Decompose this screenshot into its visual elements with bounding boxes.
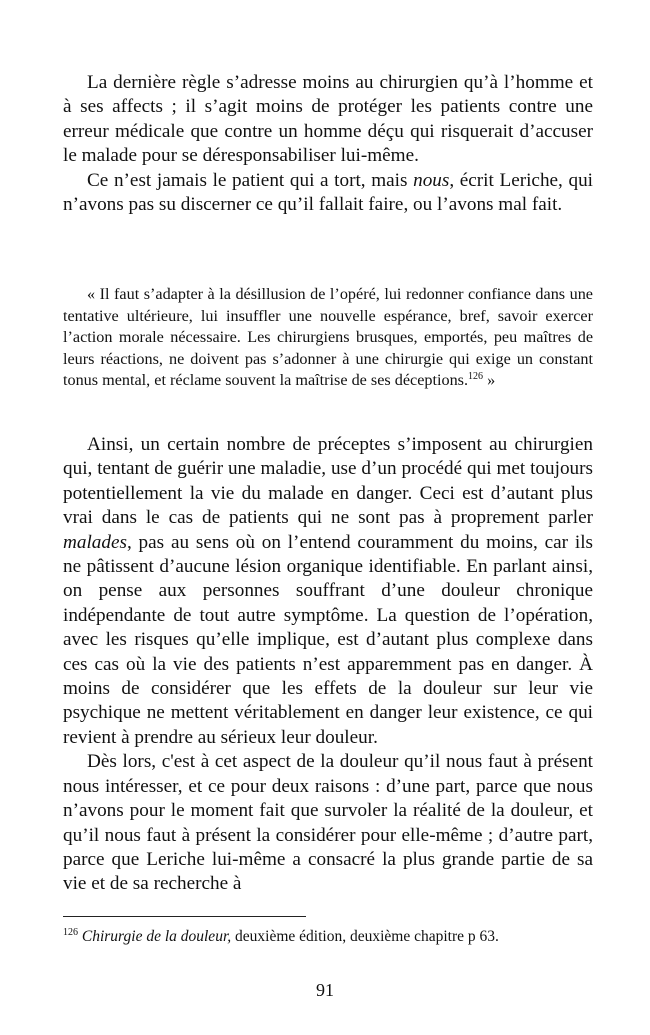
emphasis-text: nous — [413, 169, 450, 191]
footnote — [63, 927, 593, 947]
paragraph-last-rule — [63, 71, 593, 169]
quote-text: « Il faut s’adapter à la désillusion de l’opéré, lui redonner confiance dans une tentative ultérieure, lui insuffler une nouvelle espérance, bref, savoir exercer l’action morale nécessaire. Les chirurgiens brusques, emportés, peu maîtres de leurs réactions, ne doivent pas s’adonner à une chirurgie qui exige un constant tonus mental, et réclame souvent la maîtrise de ses déceptions. — [63, 285, 593, 390]
quote-paragraph — [63, 284, 593, 392]
footnote-separator — [63, 916, 306, 917]
block-quote — [63, 284, 593, 392]
paragraph-text: , pas au sens où on l’entend couramment du moins, car ils ne pâtissent d’aucune lésion organique identifiable. En parlant ainsi, on pense aux personnes souffrant d’une douleur chronique indépendante de tout autre symptôme. La question de l’opération, avec les risques qu’elle implique, est d’autant plus complexe dans ces cas où la vie des patients n’est apparemment pas en danger. À moins de considérer que les effets de la douleur sur leur vie psychique ne mettent véritablement en danger leur existence, ce qui revient à prendre au sérieux leur douleur. — [63, 531, 593, 748]
body-text-top — [63, 71, 593, 217]
paragraph-text: , écrit Leriche, qui n’avons pas su discerner ce qu’il fallait faire, ou l’avons mal fait. — [63, 169, 593, 216]
paragraph-text: La dernière règle s’adresse moins au chirurgien qu’à l’homme et à ses affects ; il s’agit moins de protéger les patients contre une erreur médicale que contre un homme déçu qui risquerait d’accuser le malade pour se déresponsabiliser lui-même. — [63, 72, 593, 167]
paragraph-leriche-quote-intro — [63, 169, 593, 218]
footnote-number: 126 — [63, 927, 78, 938]
paragraph-preceptes — [63, 433, 593, 750]
footnote-reference[interactable]: 126 — [468, 371, 484, 383]
body-text-bottom — [63, 433, 593, 897]
footnote-title: Chirurgie de la douleur, — [81, 928, 232, 945]
page-number: 91 — [316, 980, 334, 1000]
paragraph-text: Ce n’est jamais le patient qui a tort, mais — [87, 169, 414, 191]
footnote-text: deuxième édition, deuxième chapitre p 63. — [231, 928, 499, 945]
paragraph-text: Dès lors, c'est à cet aspect de la douleur qu’il nous faut à présent nous intéresser, et ce pour deux raisons : d’une part, parce que nous n’avons pour le moment fait que survoler la réalité de la douleur, et qu’il nous faut à présent la considérer pour elle-même ; d’autre part, parce que Leriche lui-même a consacré la plus grande partie de sa vie et de sa recherche à — [63, 751, 593, 895]
paragraph-des-lors — [63, 750, 593, 896]
quote-closing: » — [483, 371, 496, 390]
emphasis-text: malades — [63, 531, 127, 553]
paragraph-text: Ainsi, un certain nombre de préceptes s’imposent au chirurgien qui, tentant de guérir une maladie, use d’un procédé qui met toujours potentiellement la vie du malade en danger. Ceci est d’autant plus vrai dans le cas de patients qui ne sont pas à proprement parler — [63, 434, 593, 529]
